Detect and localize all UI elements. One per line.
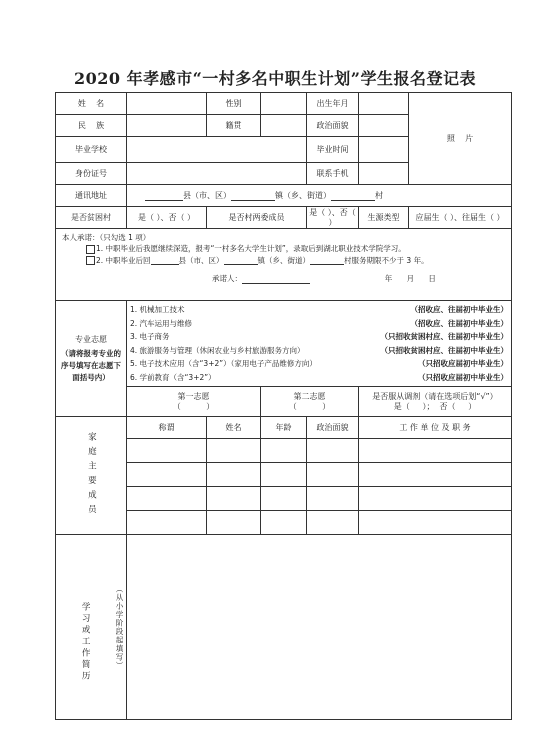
political-field[interactable] [359,115,409,137]
native-field[interactable] [261,115,307,137]
photo-label: 照 片 [446,133,474,143]
second-choice-cell[interactable] [261,387,359,417]
second-choice-field[interactable]: （ ） [288,401,331,411]
first-choice-cell[interactable] [127,387,261,417]
family-cell[interactable] [307,511,359,535]
family-cell[interactable] [307,487,359,511]
id-label: 身份证号 [56,163,127,185]
family-cell[interactable] [207,463,261,487]
family-cell[interactable] [127,463,207,487]
family-header-name: 姓名 [207,417,261,439]
pledge-signature [62,274,505,283]
adjust-label: 是否服从调剂（请在选项后划“√”） [372,391,498,401]
family-header-political: 政治面貌 [307,417,359,439]
volunteer-item: 5. 电子技术应用（含“3+2”）（家用电子产品维修方向） （只招收应届初中毕业生） [130,359,508,369]
birth-field[interactable] [359,93,409,115]
address-field[interactable] [127,185,512,207]
resume-note: （从小学阶段起填写） [115,584,124,670]
family-header-work: 工 作 单 位 及 职 务 [359,417,512,439]
name-label: 姓 名 [56,93,127,115]
address-label: 通讯地址 [56,185,127,207]
poor-village-label: 是否贫困村 [56,207,127,229]
resume-field[interactable] [127,535,512,720]
source-type-option[interactable]: 应届生（ ）、往届生（ ） [409,207,512,229]
photo-cell[interactable] [409,93,512,185]
two-committee-label: 是否村两委成员 [207,207,307,229]
family-cell[interactable] [307,439,359,463]
volunteer-item: 6. 学前教育（含“3+2”） （只招收应届初中毕业生） [130,372,508,382]
family-cell[interactable] [359,511,512,535]
registration-form [55,92,512,720]
family-cell[interactable] [127,487,207,511]
family-header-age: 年龄 [261,417,307,439]
volunteer-item: 4. 旅游服务与管理（休闲农业与乡村旅游服务方向） （只招收贫困村应、往届初中毕业生） [130,345,508,355]
volunteer-item: 2. 汽车运用与维修 （招收应、往届初中毕业生） [130,318,508,328]
native-label: 籍贯 [207,115,261,137]
volunteer-list [127,301,512,387]
page-title: 2020 年孝感市“一村多名中职生计划”学生报名登记表 [73,69,476,88]
checkbox-icon[interactable] [86,245,95,254]
family-cell[interactable] [359,463,512,487]
birth-label: 出生年月 [307,93,359,115]
resume-label: 学习或工作简历 [80,601,91,683]
political-label: 政治面貌 [307,115,359,137]
family-cell[interactable] [359,439,512,463]
grad-time-label: 毕业时间 [307,137,359,163]
volunteer-item: 3. 电子商务 （只招收贫困村应、往届初中毕业生） [130,332,508,342]
town-text: 镇（乡、街道） [275,190,331,200]
school-label: 毕业学校 [56,137,127,163]
pledge-option-2[interactable]: 2. 中职毕业后回 县（市、区） 镇（乡、街道） 村服务期限不少于 3 年。 [62,256,505,266]
adjust-options[interactable]: 是（ ）； 否（ ） [393,401,477,411]
family-cell[interactable] [127,439,207,463]
first-choice-field[interactable]: （ ） [172,401,215,411]
poor-village-option[interactable]: 是（ ）、否（ ） [127,207,207,229]
phone-label: 联系手机 [307,163,359,185]
family-cell[interactable] [261,487,307,511]
family-cell[interactable] [207,511,261,535]
county-text: 县（市、区） [183,190,231,200]
family-cell[interactable] [261,511,307,535]
family-cell[interactable] [261,463,307,487]
adjust-cell[interactable] [359,387,512,417]
family-cell[interactable] [359,487,512,511]
source-type-label: 生源类型 [359,207,409,229]
pledge-header: 本人承诺：（只勾选 1 项） [62,233,151,242]
volunteer-item: 1. 机械加工技术 （招收应、往届初中毕业生） [130,305,508,315]
village-text: 村 [375,190,383,200]
resume-label-cell [56,535,127,720]
family-cell[interactable] [207,439,261,463]
volunteer-label: 专业志愿 [75,334,107,344]
gender-field[interactable] [261,93,307,115]
volunteer-instruction: （请将报考专业的序号填写在志愿下面括号内） [61,349,121,382]
id-field[interactable] [127,163,307,185]
family-cell[interactable] [307,463,359,487]
ethnicity-field[interactable] [127,115,207,137]
volunteer-label-cell [56,301,127,417]
gender-label: 性别 [207,93,261,115]
checkbox-icon[interactable] [86,256,95,265]
family-label-cell [56,417,127,535]
first-choice-label: 第一志愿 [177,391,210,401]
family-cell[interactable] [261,439,307,463]
grad-time-field[interactable] [359,137,409,163]
signer-field[interactable] [242,275,310,284]
family-cell[interactable] [127,511,207,535]
phone-field[interactable] [359,163,409,185]
family-header-relation: 称谓 [127,417,207,439]
two-committee-option[interactable]: 是（ ）、否（ ） [307,207,359,229]
pledge-section [56,229,512,301]
second-choice-label: 第二志愿 [293,391,326,401]
name-field[interactable] [127,93,207,115]
family-label: 家庭主要成员 [86,432,97,519]
pledge-date: 年 月 日 [384,274,436,284]
family-cell[interactable] [207,487,261,511]
pledge-option-1[interactable]: 1. 中职毕业后我愿继续深造，报考“一村多名大学生计划”，录取后到湖北职业技术学院学习。 [62,244,505,254]
signer-label: 承诺人： [212,274,242,284]
school-field[interactable] [127,137,307,163]
ethnicity-label: 民 族 [56,115,127,137]
